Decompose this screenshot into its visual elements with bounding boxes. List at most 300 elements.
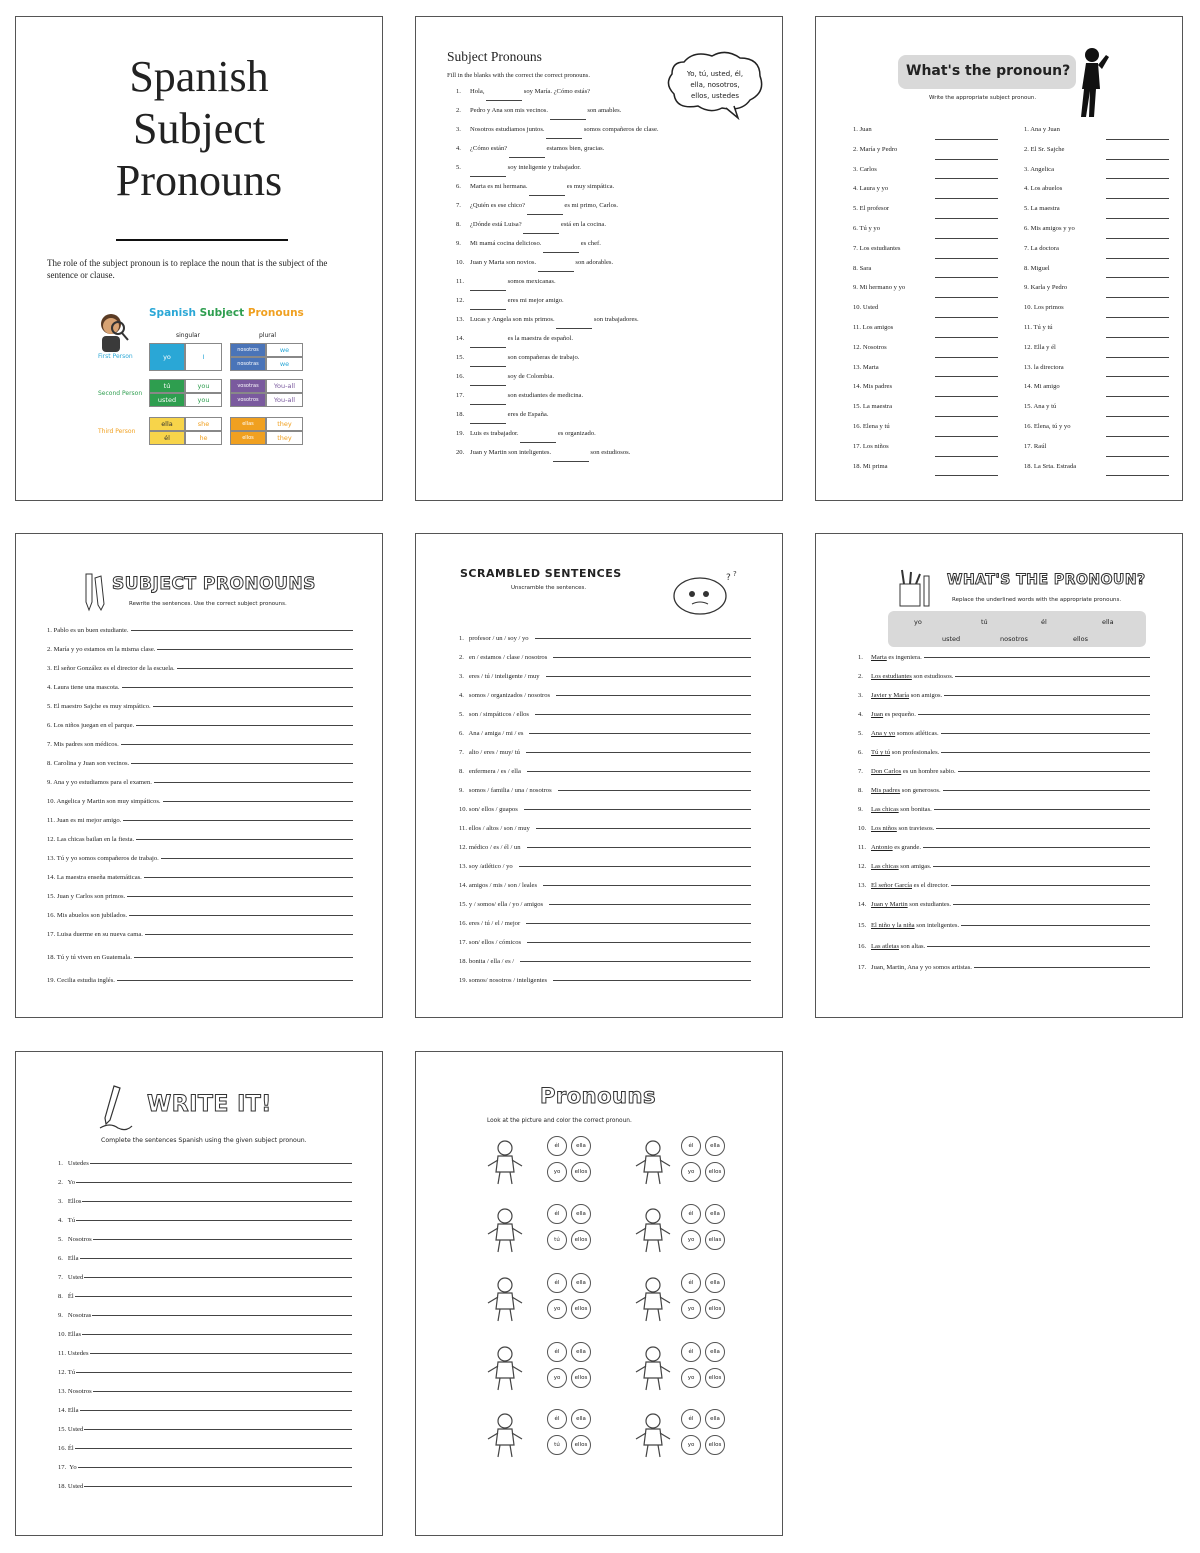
item-scramble: 12. médico / es / él / un [459,844,521,851]
answer-line[interactable] [90,1154,352,1164]
instruction: Complete the sentences Spanish using the given subject pronoun. [101,1137,307,1144]
answer-line[interactable] [556,686,751,696]
pronoun-choice-circle[interactable]: él [547,1342,567,1362]
item-label: 13. la directora [1024,363,1064,371]
answer-blank[interactable] [523,224,559,234]
list-item [47,735,353,754]
child-figure-icon [624,1344,682,1396]
answer-blank[interactable] [1106,209,1169,219]
answer-blank[interactable] [470,395,506,405]
pronoun-choice-circle[interactable]: ellos [705,1162,725,1182]
answer-line[interactable] [134,948,353,958]
answer-blank[interactable] [509,148,545,158]
answer-line[interactable] [136,830,353,840]
pronoun-choice-circle[interactable]: yo [681,1368,701,1388]
answer-line[interactable] [519,857,751,867]
item-number: 7. [456,202,461,209]
list-item [853,278,1003,298]
item-number: 18. [456,411,465,418]
answer-blank[interactable] [1106,328,1169,338]
answer-blank[interactable] [470,357,506,367]
answer-blank[interactable] [1106,348,1169,358]
answer-line[interactable] [951,876,1150,886]
answer-blank[interactable] [553,452,589,462]
item-label: 12. Ella y él [1024,343,1056,351]
list-item [459,971,751,990]
list-item [456,177,659,196]
item-label: 11. Tú y tú [1024,323,1053,331]
list-item [47,971,353,990]
item-pronoun: 6. Ella [58,1255,79,1262]
answer-line[interactable] [955,667,1150,677]
list-item [58,1458,352,1477]
item-sentence: 6. Los niños juegan en el parque. [47,722,135,729]
underlined-subject: El señor García [871,882,913,889]
answer-line[interactable] [122,678,354,688]
answer-blank[interactable] [538,262,574,272]
answer-line[interactable] [76,1363,352,1373]
item-number: 12. [858,863,867,870]
answer-line[interactable] [526,743,751,753]
answer-blank[interactable] [1106,268,1169,278]
answer-line[interactable] [526,914,751,924]
answer-blank[interactable] [935,130,998,140]
item-number: 5. [858,730,863,737]
item-text-end: son trabajadores. [592,316,639,323]
pronoun-choice-circle[interactable]: ellos [705,1435,725,1455]
list-item [459,686,751,705]
answer-line[interactable] [527,838,751,848]
answer-line[interactable] [121,735,353,745]
item-number: 17. [858,964,867,971]
pronoun-choice-circle[interactable]: él [681,1204,701,1224]
answer-blank[interactable] [935,268,998,278]
answer-line[interactable] [527,933,751,943]
pronoun-choice-circle[interactable]: tú [547,1435,567,1455]
item-text-start: Hola, [470,88,487,95]
list-item [459,876,751,895]
list-item [58,1192,352,1211]
answer-line[interactable] [535,705,751,715]
answer-line[interactable] [75,1439,352,1449]
answer-line[interactable] [927,937,1150,947]
pronoun-choice-circle[interactable]: ella [705,1342,725,1362]
answer-line[interactable] [923,838,1150,848]
answer-blank[interactable] [1106,407,1169,417]
answer-blank[interactable] [470,281,506,291]
answer-blank[interactable] [520,433,556,443]
pronoun-choice-circle[interactable]: él [681,1273,701,1293]
list-item [1024,219,1174,239]
answer-line[interactable] [84,1420,352,1430]
cell-she: she [185,417,222,431]
pronoun-choice-circle[interactable]: él [547,1409,567,1429]
answer-blank[interactable] [527,205,563,215]
cell-ellos: ellos [230,431,266,445]
instruction: Unscramble the sentences. [511,585,587,591]
answer-line[interactable] [177,659,353,669]
pronoun-choice-circle[interactable]: ella [571,1273,591,1293]
list-item [1024,259,1174,279]
pronoun-choice-circle[interactable]: ellos [571,1435,591,1455]
item-label: 15. Ana y tú [1024,403,1057,411]
answer-blank[interactable] [935,229,998,239]
answer-blank[interactable] [543,243,579,253]
item-text-end: eres de España. [506,411,549,418]
answer-blank[interactable] [1106,387,1169,397]
answer-line[interactable] [918,705,1150,715]
item-label: 17. Raúl [1024,442,1047,450]
pronoun-choice-circle[interactable]: ellos [571,1299,591,1319]
answer-blank[interactable] [1106,288,1169,298]
pronoun-choice-circle[interactable]: yo [547,1299,567,1319]
item-text-end: son estudiantes de medicina. [506,392,584,399]
cell-ella: ella [149,417,185,431]
item-number: 13. [456,316,465,323]
answer-blank[interactable] [1106,249,1169,259]
item-predicate: son amigas. [898,863,932,870]
pronoun-choice-circle[interactable]: ellos [571,1230,591,1250]
list-item [853,259,1003,279]
item-pronoun: 13. Nosotros [58,1388,92,1395]
list-item [858,800,1150,819]
answer-blank[interactable] [470,338,506,348]
item-label: 11. Los amigos [853,323,894,331]
child-figure-icon [476,1411,534,1463]
pronoun-choice-circle[interactable]: yo [681,1162,701,1182]
answer-line[interactable] [161,849,353,859]
item-predicate: es el director. [912,882,949,889]
answer-line[interactable] [76,1211,352,1221]
answer-blank[interactable] [1106,308,1169,318]
item-sentence: 7. Mis padres son médicos. [47,741,119,748]
item-label: 9. Karla y Pedro [1024,284,1068,292]
list-item [456,424,659,443]
pronoun-choice-circle[interactable]: ella [571,1342,591,1362]
list-item [1024,298,1174,318]
answer-line[interactable] [123,811,353,821]
answer-blank[interactable] [470,376,506,386]
answer-line[interactable] [546,667,751,677]
list-item [58,1173,352,1192]
item-sentence: 10. Angelica y Martin son muy simpáticos. [47,798,161,805]
list-item [58,1211,352,1230]
answer-line[interactable] [84,1477,352,1487]
cell-we-1: we [266,343,303,357]
answer-blank[interactable] [486,91,522,101]
item-label: 9. Mi hermano y yo [853,284,906,292]
list-item [47,868,353,887]
pronoun-choice-circle[interactable]: ella [571,1409,591,1429]
answer-line[interactable] [974,958,1150,968]
list-item [456,215,659,234]
item-label: 12. Nosotros [853,343,887,351]
answer-line[interactable] [92,1306,352,1316]
cell-nosotros: nosotros [230,343,266,357]
answer-blank[interactable] [1106,150,1169,160]
list-item [1024,120,1174,140]
pronoun-choice-circle[interactable]: ella [705,1136,725,1156]
answer-line[interactable] [941,724,1150,734]
answer-line[interactable] [961,916,1150,926]
item-sentence: 18. Tú y tú viven en Guatemala. [47,954,132,961]
item-number: 3. [456,126,461,133]
answer-line[interactable] [129,906,353,916]
answer-line[interactable] [558,781,751,791]
pronoun-choice-circle[interactable]: yo [547,1162,567,1182]
list-item [456,386,659,405]
answer-line[interactable] [933,857,1150,867]
list-item [1024,397,1174,417]
item-scramble: 3. eres / tú / inteligente / muy [459,673,540,680]
list-item [459,819,751,838]
answer-line[interactable] [154,773,353,783]
item-predicate: son estudiantes. [907,901,952,908]
cell-usted: usted [149,393,185,407]
item-predicate: son profesionales. [890,749,940,756]
pronoun-choice-circle[interactable]: ella [705,1204,725,1224]
list-item [858,686,1150,705]
pronoun-choice-circle[interactable]: yo [681,1230,701,1250]
answer-blank[interactable] [550,110,586,120]
list-item [58,1306,352,1325]
answer-blank[interactable] [935,328,998,338]
answer-blank[interactable] [935,387,998,397]
answer-blank[interactable] [1106,447,1169,457]
pronoun-choice-circle[interactable]: yo [681,1299,701,1319]
answer-blank[interactable] [1106,189,1169,199]
answer-line[interactable] [941,743,1150,753]
pencil-cup-icon [894,568,934,608]
answer-blank[interactable] [935,308,998,318]
answer-blank[interactable] [935,466,998,476]
answer-blank[interactable] [470,167,506,177]
answer-line[interactable] [80,1249,352,1259]
answer-line[interactable] [953,895,1150,905]
answer-blank[interactable] [935,209,998,219]
pronoun-choice-circle[interactable]: yo [681,1435,701,1455]
pronoun-choice-circle[interactable]: ella [705,1409,725,1429]
answer-blank[interactable] [470,414,506,424]
answer-line[interactable] [536,819,751,829]
answer-line[interactable] [90,1344,352,1354]
item-sentence: 15. Juan y Carlos son primos. [47,893,126,900]
worksheet-page-replace [815,533,1183,1018]
answer-blank[interactable] [470,300,506,310]
pronoun-choice-circle[interactable]: ellos [571,1368,591,1388]
item-pronoun: 8. Él [58,1293,74,1300]
answer-line[interactable] [136,716,353,726]
item-number: 11. [456,278,464,285]
item-text-end: estamos bien, gracias. [544,145,605,152]
answer-blank[interactable] [935,288,998,298]
item-label: 3. Carlos [853,165,877,173]
svg-text:?: ? [733,570,737,578]
answer-blank[interactable] [546,129,582,139]
pronoun-choice-circle[interactable]: ellos [705,1368,725,1388]
item-pronoun: 11. Ustedes [58,1350,89,1357]
row-label-second-person: Second Person [98,390,143,397]
item-label: 16. Elena y tú [853,422,890,430]
answer-line[interactable] [84,1268,352,1278]
pronoun-bubble-text: Yo, tú, usted, él, ella, nosotros, ellos, ustedes [686,70,744,100]
answer-blank[interactable] [935,447,998,457]
answer-line[interactable] [145,925,353,935]
list-item [456,253,659,272]
answer-line[interactable] [943,781,1150,791]
answer-line[interactable] [520,952,751,962]
item-scramble: 15. y / somos/ ella / yo / amigos [459,901,544,908]
answer-blank[interactable] [935,348,998,358]
answer-line[interactable] [924,648,1150,658]
answer-line[interactable] [524,800,751,810]
cover-title: Spanish Subject Pronouns [115,52,283,205]
pronoun-choice-circle[interactable]: él [547,1273,567,1293]
answer-line[interactable] [529,724,751,734]
answer-line[interactable] [131,621,354,631]
answer-blank[interactable] [935,150,998,160]
answer-blank[interactable] [1106,229,1169,239]
pronoun-choice-circle[interactable]: él [547,1136,567,1156]
item-text-start: Luis es trabajador. [470,430,521,437]
pronoun-choice-circle[interactable]: ella [705,1273,725,1293]
answer-line[interactable] [527,762,751,772]
answer-line[interactable] [936,819,1150,829]
answer-line[interactable] [944,686,1150,696]
answer-blank[interactable] [1106,130,1169,140]
answer-blank[interactable] [1106,466,1169,476]
item-number: 9. [456,240,461,247]
answer-line[interactable] [535,629,751,639]
answer-line[interactable] [934,800,1150,810]
pronoun-choice-circle[interactable]: él [681,1136,701,1156]
pronoun-choice-circle[interactable]: ella [571,1136,591,1156]
item-text-end: son amables. [585,107,622,114]
item-scramble: 5. son / simpáticos / ellos [459,711,529,718]
answer-line[interactable] [76,1173,352,1183]
answer-line[interactable] [553,971,751,981]
item-sentence: 19. Cecilia estudia inglés. [47,977,115,984]
answer-blank[interactable] [935,427,998,437]
list-item [853,160,1003,180]
list-item [858,819,1150,838]
pronoun-choice-circle[interactable]: él [547,1204,567,1224]
answer-blank[interactable] [935,169,998,179]
pronoun-choice-circle[interactable]: ellos [705,1299,725,1319]
list-item [58,1401,352,1420]
pronoun-choice-circle[interactable]: ellas [705,1230,725,1250]
pronoun-choice-circle[interactable]: él [681,1409,701,1429]
list-item [456,196,659,215]
answer-blank[interactable] [935,249,998,259]
answer-line[interactable] [549,895,751,905]
list-item [459,724,751,743]
answer-blank[interactable] [529,186,565,196]
instruction: Replace the underlined words with the appropriate pronouns. [952,597,1122,603]
item-text-start: Juan y Marta son novios. [470,259,538,266]
list-item [853,417,1003,437]
answer-line[interactable] [93,1382,352,1392]
pronoun-choice-circle[interactable]: tú [547,1230,567,1250]
item-sentence: 12. Las chicas bailan en la fiesta. [47,836,135,843]
list-item [853,457,1003,477]
answer-line[interactable] [82,1325,352,1335]
list-item [456,310,659,329]
list-item [456,329,659,348]
answer-line[interactable] [127,887,353,897]
item-scramble: 18. bonita / ella / es / [459,958,515,965]
underlined-subject: Los niños [871,825,897,832]
answer-blank[interactable] [1106,169,1169,179]
list-item [459,762,751,781]
item-text-start: Lucas y Angela son mis primos. [470,316,557,323]
pronoun-choice-circle[interactable]: yo [547,1368,567,1388]
pronoun-choice-circle[interactable]: él [681,1342,701,1362]
list-item [58,1287,352,1306]
pronoun-choice-circle[interactable]: ellos [571,1162,591,1182]
child-figure-icon [624,1206,682,1258]
worksheet-page-whats-pronoun [815,16,1183,501]
answer-line[interactable] [553,648,751,658]
answer-blank[interactable] [556,319,592,329]
answer-line[interactable] [117,971,353,981]
list-item [858,705,1150,724]
answer-blank[interactable] [935,189,998,199]
word-bank-ellos: ellos [1073,635,1088,643]
underlined-subject: Los estudiantes [871,673,912,680]
list-item [58,1477,352,1496]
answer-line[interactable] [153,697,353,707]
answer-line[interactable] [157,640,353,650]
list-item [1024,140,1174,160]
answer-blank[interactable] [935,367,998,377]
list-item [47,849,353,868]
answer-line[interactable] [75,1287,352,1297]
answer-blank[interactable] [1106,367,1169,377]
answer-line[interactable] [80,1401,352,1411]
pronoun-choice-circle[interactable]: ella [571,1204,591,1224]
cell-ellas: ellas [230,417,266,431]
item-label: 18. La Srta. Estrada [1024,462,1077,470]
answer-line[interactable] [958,762,1150,772]
answer-line[interactable] [82,1192,352,1202]
answer-line[interactable] [78,1458,352,1468]
worksheet-page-color-pronoun [415,1051,783,1536]
answer-line[interactable] [144,868,353,878]
answer-blank[interactable] [1106,427,1169,437]
item-predicate: son generosos. [900,787,941,794]
item-number: 19. [456,430,465,437]
answer-blank[interactable] [935,407,998,417]
item-scramble: 16. eres / tú / el / mejor [459,920,521,927]
list-item [853,437,1003,457]
list-item [853,140,1003,160]
item-predicate: son bonitas. [898,806,932,813]
answer-line[interactable] [163,792,353,802]
answer-line[interactable] [93,1230,352,1240]
underlined-subject: Ana y yo [871,730,896,737]
worksheet-page-scrambled [415,533,783,1018]
item-text-end: es la maestra de español. [506,335,574,342]
item-scramble: 14. amigos / mis / son / leales [459,882,538,889]
answer-line[interactable] [543,876,751,886]
list-item [47,659,353,678]
underlined-subject: Mis padres [871,787,901,794]
item-label: 8. Sara [853,264,872,272]
item-pronoun: 4. Tú [58,1217,76,1224]
answer-line[interactable] [131,754,353,764]
thinking-man-icon [1072,45,1112,119]
